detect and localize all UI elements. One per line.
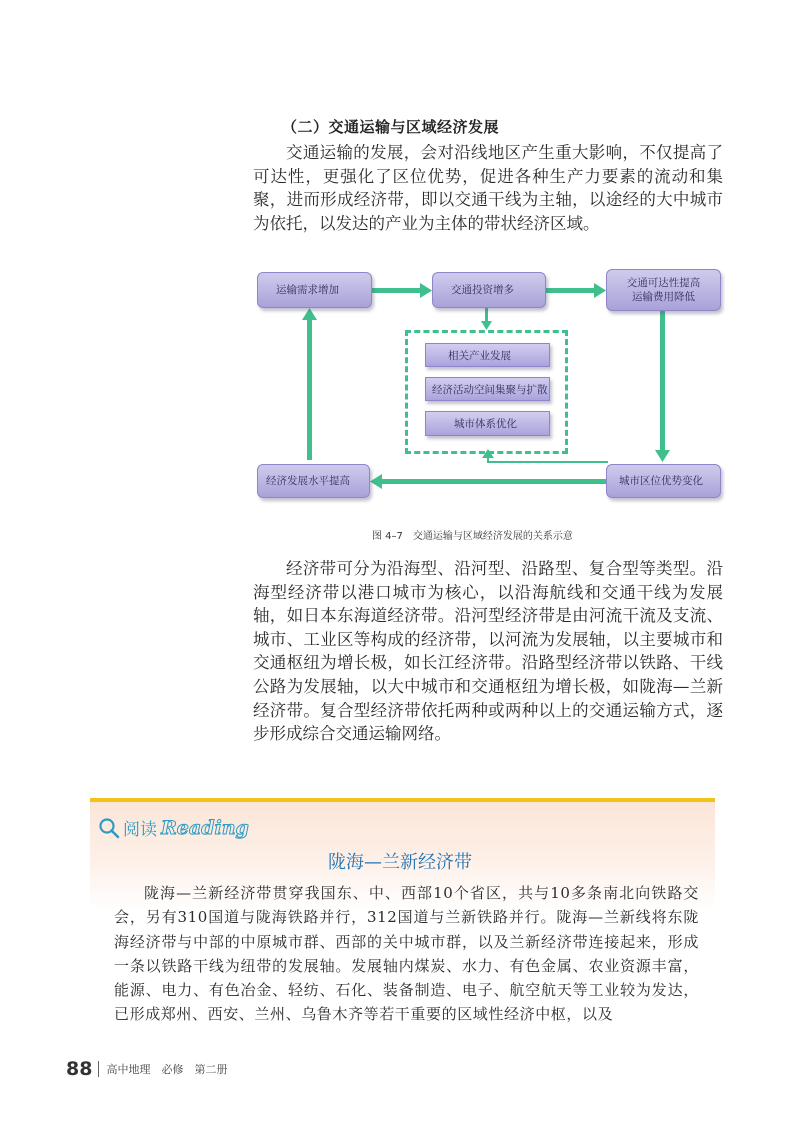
box-transport-investment: 交通投资增多 [432,272,546,308]
book-title: 高中地理 必修 第二册 [106,1063,228,1076]
reading-text: 陇海—兰新经济带贯穿我国东、中、西部10个省区，共与10多条南北向铁路交会，另有310国道与陇海铁路并行，312国道与兰新铁路并行。陇海—兰新线将东陇海经济带与中部的中原城市群、西部的关中城市群，以及兰新经济带连接起来，形成一条以铁路干线为纽带的发展轴。发展轴内煤炭、水力、有色金属、农业资源丰富，能源、电力、有色冶金、轻纺、石化、装备制造、电子、航空航天等工业较为发达，已形成郑州、西安、兰州、乌鲁木齐等若干重要的区域性经济中枢，以及 [114,884,699,1024]
arrow-location-economy-head [370,474,382,489]
paragraph-economic-belts: 经济带可分为沿海型、沿河型、沿路型、复合型等类型。沿海型经济带以港口城市为核心，以沿海航线和交通干线为发展轴，如日本东海道经济带。沿河型经济带是由河流干流及支流、城市、工业区等构成的经济带，以河流为发展轴，以主要城市和交通枢纽为增长极，如长江经济带。沿路型经济带以铁路、干线公路为发展轴，以大中城市和交通枢纽为增长极，如陇海—兰新经济带。复合型经济带依托两种或两种以上的交通运输方式，逐步形成综合交通运输网络。 [253,559,723,744]
magnifier-icon [98,817,120,839]
arrow-accessibility-location [660,310,665,452]
arrow-location-economy [380,479,606,484]
arrow-investment-group-head [481,321,492,330]
box-transport-demand: 运输需求增加 [257,272,372,308]
arrow-demand-investment-head [420,283,432,298]
arrow-economy-demand-head [302,308,317,320]
footer-divider [98,1061,99,1077]
arrow-accessibility-location-head [655,450,670,462]
box-city-location: 城市区位优势变化 [606,464,721,498]
section-title: （二）交通运输与区域经济发展 [282,118,500,136]
figure-number: 图 4–7 [372,531,403,542]
accessibility-line1: 交通可达性提高 [626,277,701,289]
arrow-investment-accessibility [546,288,596,293]
reading-title: 陇海—兰新经济带 [328,852,472,873]
arrow-economy-demand [307,318,312,460]
page-number: 88 [66,1058,93,1080]
reading-label-en: Reading [161,816,249,839]
arrow-location-group [488,456,608,462]
accessibility-line2: 运输费用降低 [632,291,695,303]
figure-caption-text: 交通运输与区域经济发展的关系示意 [412,531,573,542]
figure-caption [372,527,573,542]
arrow-demand-investment [372,288,422,293]
reading-top-bar [90,798,715,802]
box-economic-level: 经济发展水平提高 [257,464,370,498]
arrow-investment-accessibility-head [594,283,606,298]
arrow-investment-group [485,307,488,323]
paragraph-transport-development: 交通运输的发展，会对沿线地区产生重大影响，不仅提高了可达性，更强化了区位优势，促进各种生产力要素的流动和集聚，进而形成经济带，即以交通干线为主轴，以途经的大中城市为依托，以发达的产业为主体的带状经济区域。 [253,143,723,233]
page-footer [66,1058,227,1080]
box-city-system: 城市体系优化 [425,411,550,436]
reading-label [98,815,249,840]
box-agglomeration: 经济活动空间集聚与扩散 [425,377,550,401]
reading-label-cn: 阅读 [123,820,157,840]
box-accessibility [606,269,721,311]
box-related-industry: 相关产业发展 [425,343,550,367]
